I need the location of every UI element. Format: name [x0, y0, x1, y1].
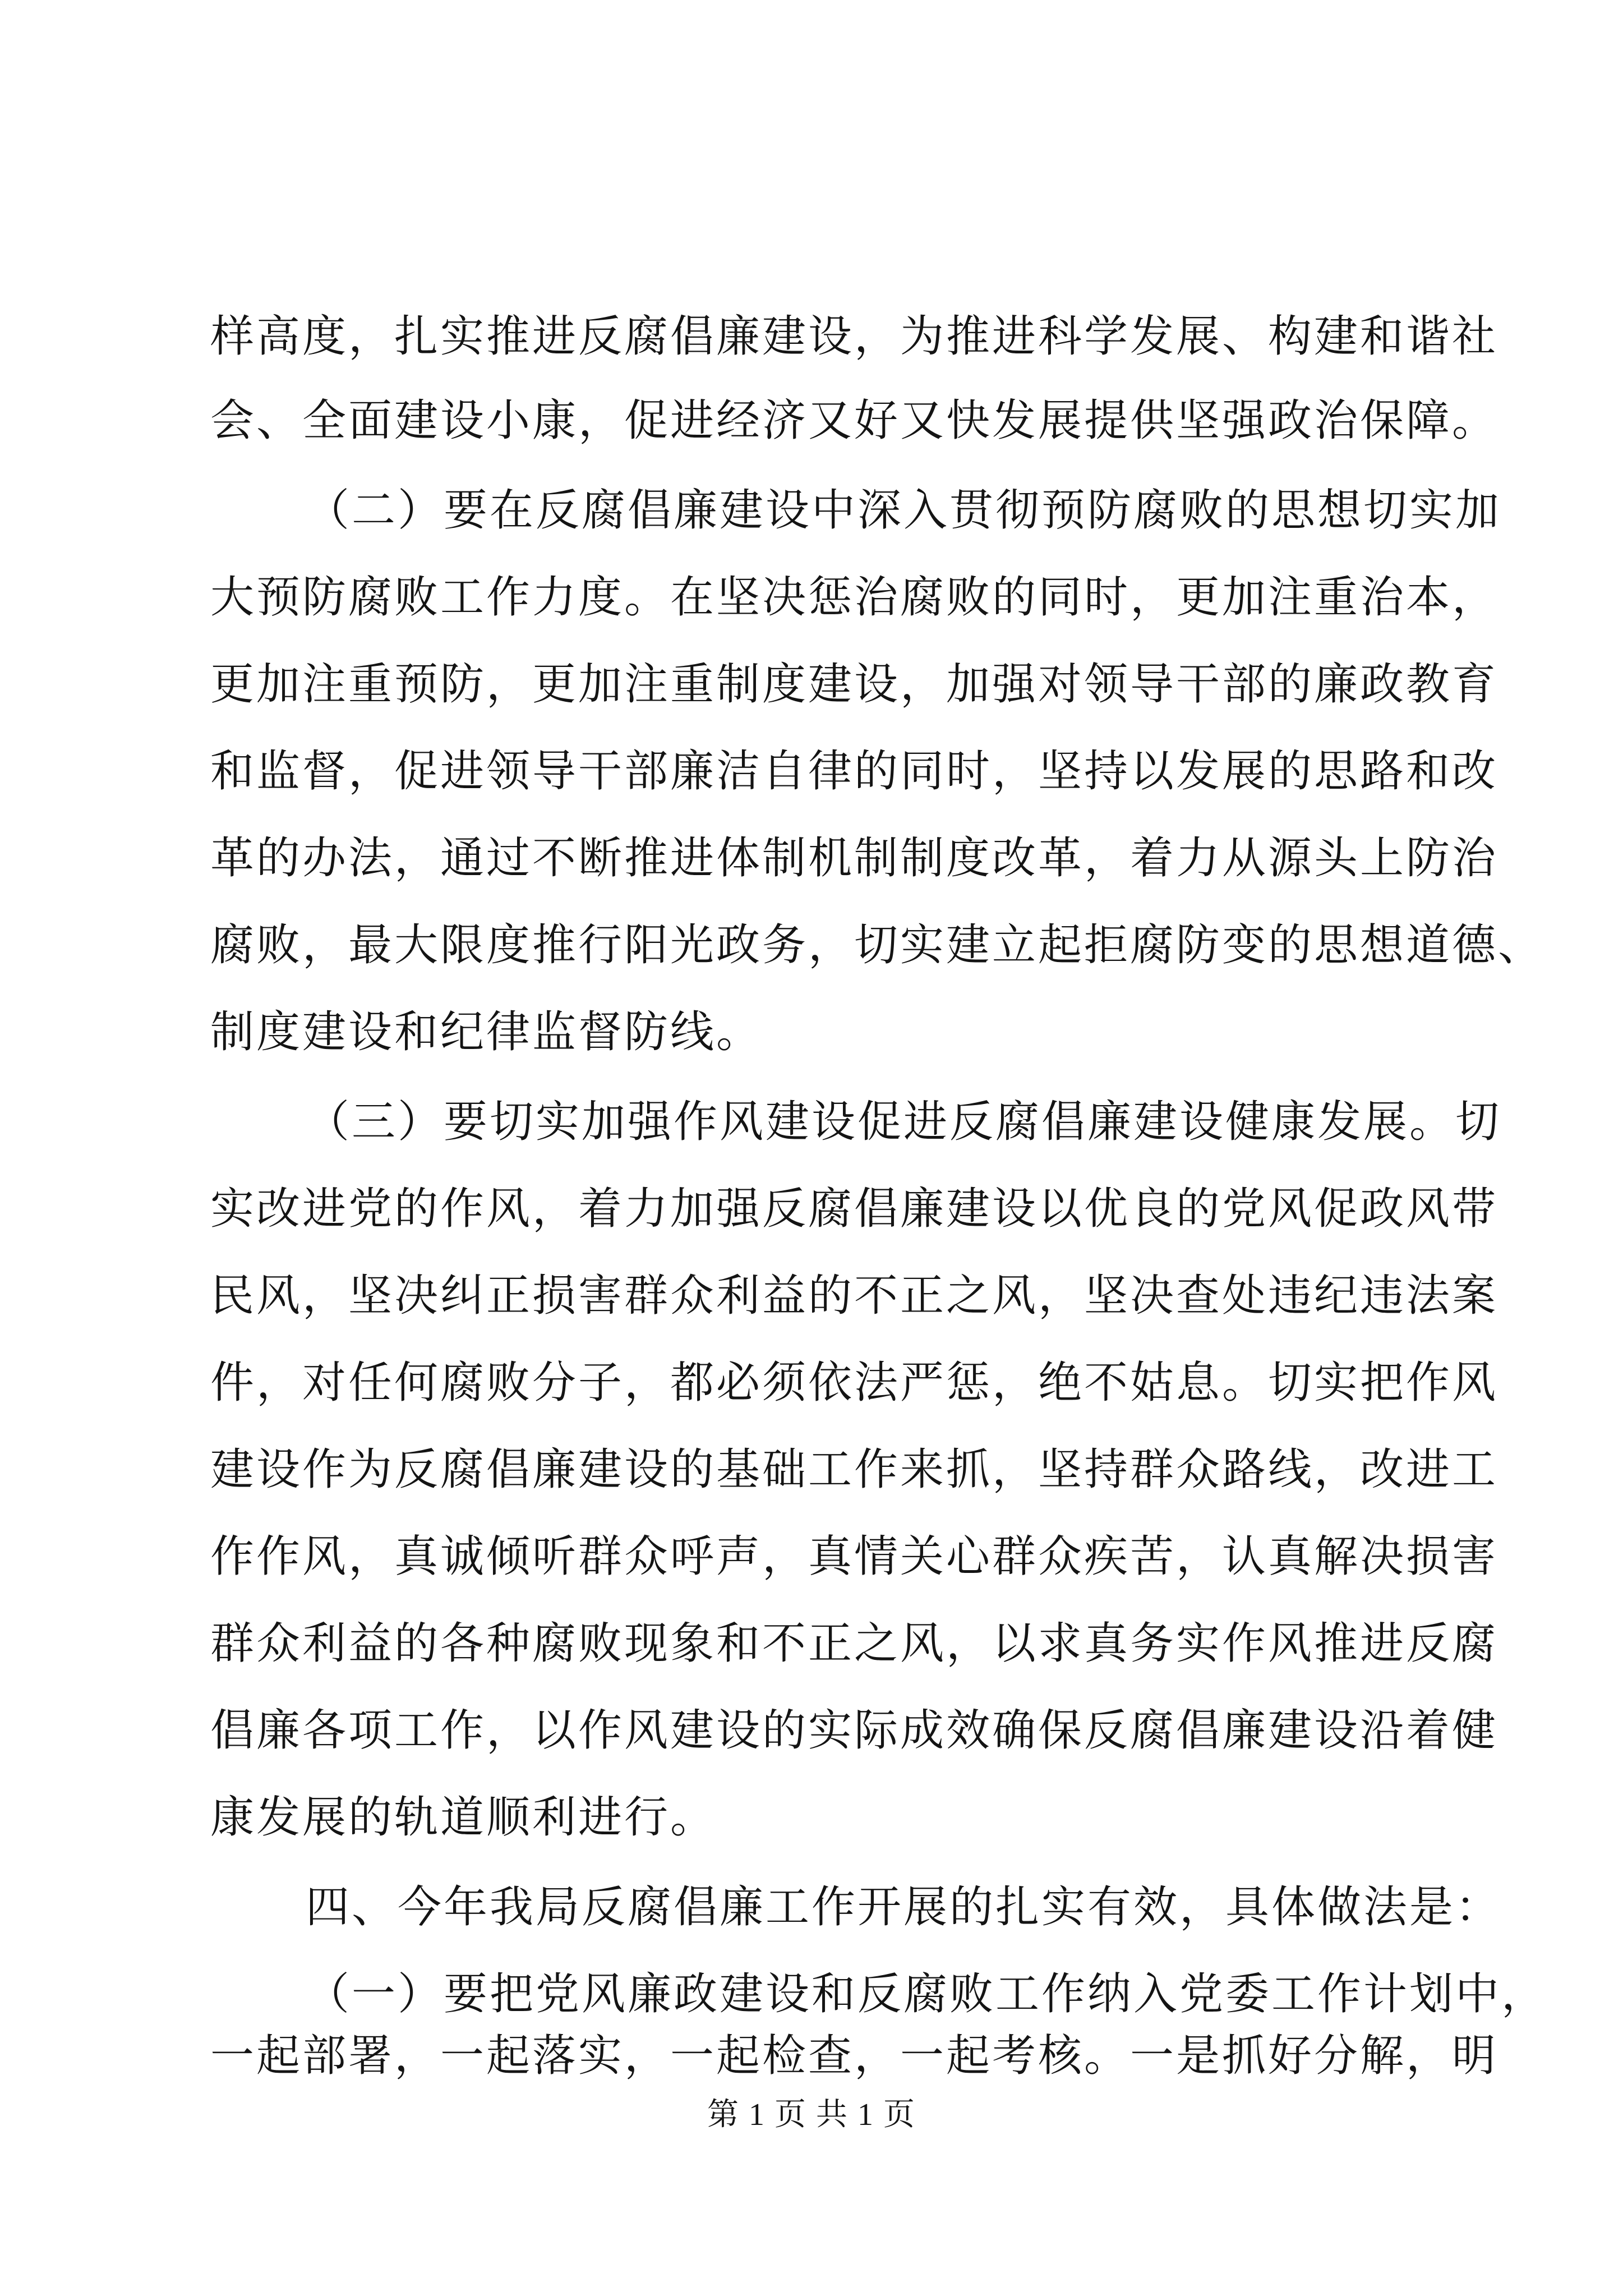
- text-line-5: 更加注重预防，更加注重制度建设，加强对领导干部的廉政教育: [210, 659, 1498, 710]
- text-line-19: 四、今年我局反腐倡廉工作开展的扎实有效，具体做法是：: [306, 1882, 1502, 1932]
- text-line-2: 会、全面建设小康，促进经济又好又快发展提供坚强政治保障。: [210, 395, 1498, 446]
- text-line-10: （三）要切实加强作风建设促进反腐倡廉建设健康发展。切: [306, 1097, 1502, 1147]
- text-line-3: （二）要在反腐倡廉建设中深入贯彻预防腐败的思想切实加: [306, 485, 1502, 536]
- text-line-18: 康发展的轨道顺利进行。: [210, 1792, 717, 1843]
- text-line-7: 革的办法，通过不断推进体制机制制度改革，着力从源头上防治: [210, 833, 1498, 884]
- text-line-4: 大预防腐败工作力度。在坚决惩治腐败的同时，更加注重治本，: [210, 572, 1498, 623]
- text-line-1: 样高度，扎实推进反腐倡廉建设，为推进科学发展、构建和谐社: [210, 311, 1498, 362]
- text-line-21: 一起部署，一起落实，一起检查，一起考核。一是抓好分解，明: [210, 2031, 1498, 2081]
- page-footer: 第 1 页 共 1 页: [707, 2097, 916, 2132]
- text-line-12: 民风，坚决纠正损害群众利益的不正之风，坚决查处违纪违法案: [210, 1271, 1498, 1321]
- text-line-11: 实改进党的作风，着力加强反腐倡廉建设以优良的党风促政风带: [210, 1184, 1498, 1234]
- text-line-20: （一）要把党风廉政建设和反腐败工作纳入党委工作计划中，: [306, 1969, 1548, 2019]
- text-line-15: 作作风，真诚倾听群众呼声，真情关心群众疾苦，认真解决损害: [210, 1531, 1498, 1582]
- text-line-16: 群众利益的各种腐败现象和不正之风，以求真务实作风推进反腐: [210, 1618, 1498, 1669]
- text-line-13: 件，对任何腐败分子，都必须依法严惩，绝不姑息。切实把作风: [210, 1358, 1498, 1408]
- text-line-9: 制度建设和纪律监督防线。: [210, 1007, 763, 1057]
- text-line-17: 倡廉各项工作，以作风建设的实际成效确保反腐倡廉建设沿着健: [210, 1705, 1498, 1756]
- text-line-8: 腐败，最大限度推行阳光政务，切实建立起拒腐防变的思想道德、: [210, 920, 1544, 970]
- text-line-6: 和监督，促进领导干部廉洁自律的同时，坚持以发展的思路和改: [210, 746, 1498, 797]
- text-line-14: 建设作为反腐倡廉建设的基础工作来抓，坚持群众路线，改进工: [210, 1444, 1498, 1495]
